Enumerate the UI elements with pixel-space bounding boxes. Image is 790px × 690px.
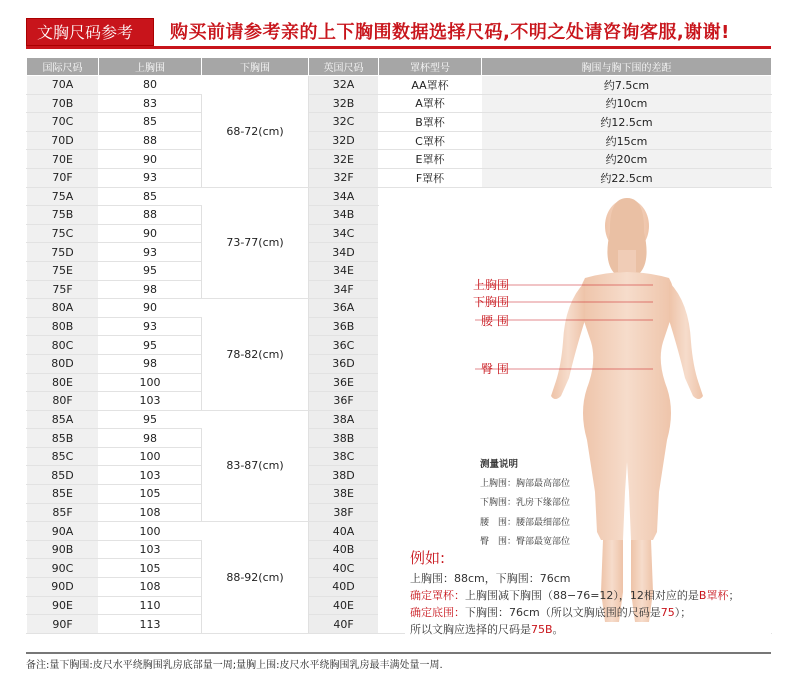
over-bust-cell: 100 bbox=[99, 522, 202, 541]
uk-size-cell: 34E bbox=[309, 261, 379, 280]
explanation-title: 测量说明 bbox=[480, 459, 519, 470]
cup-type-cell: C罩杯 bbox=[379, 131, 482, 150]
over-bust-cell: 98 bbox=[99, 280, 202, 299]
example-title: 例如: bbox=[410, 549, 446, 567]
intl-size-cell: 85E bbox=[27, 485, 99, 504]
over-bust-label: 上胸围 bbox=[473, 278, 510, 292]
intl-size-cell: 75A bbox=[27, 187, 99, 206]
uk-size-cell: 34B bbox=[309, 206, 379, 225]
over-bust-cell: 90 bbox=[99, 150, 202, 169]
under-bust-label: 下胸围 bbox=[473, 295, 510, 309]
uk-size-cell: 36E bbox=[309, 373, 379, 392]
uk-size-cell: 34C bbox=[309, 224, 379, 243]
intl-size-cell: 75C bbox=[27, 224, 99, 243]
uk-size-cell: 34D bbox=[309, 243, 379, 262]
intl-size-cell: 85B bbox=[27, 429, 99, 448]
col-header-under-bust: 下胸围 bbox=[202, 58, 309, 76]
under-bust-cell: 73-77(cm) bbox=[202, 187, 309, 299]
col-header-over-bust: 上胸围 bbox=[99, 58, 202, 76]
over-bust-cell: 93 bbox=[99, 168, 202, 187]
intl-size-cell: 85D bbox=[27, 466, 99, 485]
over-bust-cell: 108 bbox=[99, 578, 202, 597]
uk-size-cell: 32D bbox=[309, 131, 379, 150]
bust-difference-cell: 约20cm bbox=[482, 150, 772, 169]
cup-type-cell: A罩杯 bbox=[379, 94, 482, 113]
over-bust-cell: 103 bbox=[99, 466, 202, 485]
table-row bbox=[27, 168, 772, 187]
final-size-result: 75B bbox=[531, 623, 553, 636]
band-step-end: ）； bbox=[674, 606, 692, 619]
section-title-tab: 文胸尺码参考 bbox=[26, 18, 154, 46]
uk-size-cell: 38F bbox=[309, 503, 379, 522]
uk-size-cell: 38C bbox=[309, 447, 379, 466]
table-header-row bbox=[27, 58, 772, 76]
uk-size-cell: 34A bbox=[309, 187, 379, 206]
intl-size-cell: 90F bbox=[27, 615, 99, 634]
over-bust-cell: 105 bbox=[99, 485, 202, 504]
bust-difference-cell: 约12.5cm bbox=[482, 113, 772, 132]
over-bust-cell: 95 bbox=[99, 336, 202, 355]
table-row bbox=[27, 76, 772, 95]
intl-size-cell: 80A bbox=[27, 299, 99, 318]
band-step-text: 下胸围：76cm（所以文胸底围的尺码是 bbox=[465, 606, 661, 619]
example-section bbox=[410, 550, 775, 638]
example-line-3 bbox=[410, 604, 775, 621]
uk-size-cell: 40A bbox=[309, 522, 379, 541]
waist-label: 腰 围 bbox=[481, 314, 509, 328]
over-bust-cell: 95 bbox=[99, 410, 202, 429]
uk-size-cell: 32E bbox=[309, 150, 379, 169]
over-bust-cell: 103 bbox=[99, 540, 202, 559]
intl-size-cell: 85F bbox=[27, 503, 99, 522]
intl-size-cell: 75E bbox=[27, 261, 99, 280]
col-header-difference: 胸围与胸下围的差距 bbox=[482, 58, 772, 76]
uk-size-cell: 36D bbox=[309, 354, 379, 373]
intl-size-cell: 80E bbox=[27, 373, 99, 392]
under-bust-cell: 88-92(cm) bbox=[202, 522, 309, 634]
intl-size-cell: 90A bbox=[27, 522, 99, 541]
uk-size-cell: 38B bbox=[309, 429, 379, 448]
under-bust-cell: 68-72(cm) bbox=[202, 76, 309, 188]
uk-size-cell: 32B bbox=[309, 94, 379, 113]
page-header bbox=[0, 0, 790, 52]
intl-size-cell: 85A bbox=[27, 410, 99, 429]
intl-size-cell: 75F bbox=[27, 280, 99, 299]
cup-step-text: 上胸围减下胸围（88−76=12），12相对应的是 bbox=[465, 589, 699, 602]
uk-size-cell: 40D bbox=[309, 578, 379, 597]
col-header-cup: 罩杯型号 bbox=[379, 58, 482, 76]
uk-size-cell: 32A bbox=[309, 76, 379, 95]
uk-size-cell: 40B bbox=[309, 540, 379, 559]
uk-size-cell: 36A bbox=[309, 299, 379, 318]
cup-type-cell: F罩杯 bbox=[379, 168, 482, 187]
table-row bbox=[27, 150, 772, 169]
uk-size-cell: 32C bbox=[309, 113, 379, 132]
cup-type-cell: E罩杯 bbox=[379, 150, 482, 169]
over-bust-cell: 85 bbox=[99, 113, 202, 132]
bust-difference-cell: 约7.5cm bbox=[482, 76, 772, 95]
intl-size-cell: 85C bbox=[27, 447, 99, 466]
example-line-1: 上胸围：88cm，下胸围：76cm bbox=[410, 572, 571, 585]
band-step-label: 确定底围： bbox=[410, 606, 465, 619]
cup-type-cell: AA罩杯 bbox=[379, 76, 482, 95]
intl-size-cell: 70D bbox=[27, 131, 99, 150]
measurement-explanation bbox=[480, 455, 570, 553]
header-divider bbox=[26, 46, 771, 49]
over-bust-cell: 88 bbox=[99, 206, 202, 225]
cup-type-cell: B罩杯 bbox=[379, 113, 482, 132]
over-bust-cell: 80 bbox=[99, 76, 202, 95]
over-bust-cell: 93 bbox=[99, 243, 202, 262]
bust-difference-cell: 约10cm bbox=[482, 94, 772, 113]
over-bust-cell: 105 bbox=[99, 559, 202, 578]
uk-size-cell: 38A bbox=[309, 410, 379, 429]
uk-size-cell: 40F bbox=[309, 615, 379, 634]
intl-size-cell: 80B bbox=[27, 317, 99, 336]
intl-size-cell: 80D bbox=[27, 354, 99, 373]
bust-difference-cell: 约15cm bbox=[482, 131, 772, 150]
explanation-line: 腰 围：腰部最细部位 bbox=[480, 517, 571, 528]
uk-size-cell: 38E bbox=[309, 485, 379, 504]
intl-size-cell: 90B bbox=[27, 540, 99, 559]
over-bust-cell: 83 bbox=[99, 94, 202, 113]
intl-size-cell: 70E bbox=[27, 150, 99, 169]
over-bust-cell: 100 bbox=[99, 373, 202, 392]
intl-size-cell: 80F bbox=[27, 392, 99, 411]
table-row bbox=[27, 113, 772, 132]
uk-size-cell: 40C bbox=[309, 559, 379, 578]
intl-size-cell: 70C bbox=[27, 113, 99, 132]
intl-size-cell: 75D bbox=[27, 243, 99, 262]
explanation-line: 臀 围：臀部最宽部位 bbox=[480, 537, 571, 547]
uk-size-cell: 40E bbox=[309, 596, 379, 615]
cup-step-label: 确定罩杯： bbox=[410, 589, 465, 602]
cup-step-end: ； bbox=[728, 589, 740, 602]
hip-label: 臀 围 bbox=[481, 362, 509, 376]
over-bust-cell: 85 bbox=[99, 187, 202, 206]
over-bust-cell: 95 bbox=[99, 261, 202, 280]
uk-size-cell: 32F bbox=[309, 168, 379, 187]
over-bust-cell: 108 bbox=[99, 503, 202, 522]
over-bust-cell: 110 bbox=[99, 596, 202, 615]
final-step-text: 所以文胸应选择的尺码是 bbox=[410, 623, 531, 636]
explanation-line: 下胸围：乳房下缘部位 bbox=[480, 498, 571, 508]
over-bust-cell: 93 bbox=[99, 317, 202, 336]
over-bust-cell: 98 bbox=[99, 429, 202, 448]
final-step-end: 。 bbox=[552, 623, 564, 636]
table-row bbox=[27, 94, 772, 113]
over-bust-cell: 100 bbox=[99, 447, 202, 466]
intl-size-cell: 90C bbox=[27, 559, 99, 578]
col-header-intl-size: 国际尺码 bbox=[27, 58, 99, 76]
uk-size-cell: 36F bbox=[309, 392, 379, 411]
table-row bbox=[27, 131, 772, 150]
explanation-line: 上胸围：胸部最高部位 bbox=[480, 478, 571, 489]
over-bust-cell: 98 bbox=[99, 354, 202, 373]
bust-difference-cell: 约22.5cm bbox=[482, 168, 772, 187]
col-header-uk-size: 英国尺码 bbox=[309, 58, 379, 76]
intl-size-cell: 90D bbox=[27, 578, 99, 597]
purchase-note: 购买前请参考亲的上下胸围数据选择尺码,不明之处请咨询客服,谢谢! bbox=[170, 22, 730, 43]
over-bust-cell: 88 bbox=[99, 131, 202, 150]
uk-size-cell: 38D bbox=[309, 466, 379, 485]
intl-size-cell: 70A bbox=[27, 76, 99, 95]
uk-size-cell: 36B bbox=[309, 317, 379, 336]
over-bust-cell: 103 bbox=[99, 392, 202, 411]
intl-size-cell: 70B bbox=[27, 94, 99, 113]
uk-size-cell: 36C bbox=[309, 336, 379, 355]
over-bust-cell: 90 bbox=[99, 224, 202, 243]
footer-note: 备注:量下胸围:皮尺水平绕胸围乳房底部量一周;量胸上围:皮尺水平绕胸围乳房最丰满处量一周. bbox=[26, 652, 771, 670]
over-bust-cell: 113 bbox=[99, 615, 202, 634]
uk-size-cell: 34F bbox=[309, 280, 379, 299]
example-line-4 bbox=[410, 621, 775, 638]
example-line-2 bbox=[410, 587, 775, 604]
intl-size-cell: 80C bbox=[27, 336, 99, 355]
intl-size-cell: 90E bbox=[27, 596, 99, 615]
intl-size-cell: 75B bbox=[27, 206, 99, 225]
under-bust-cell: 83-87(cm) bbox=[202, 410, 309, 522]
cup-result: B罩杯 bbox=[698, 589, 729, 602]
under-bust-cell: 78-82(cm) bbox=[202, 299, 309, 411]
band-result: 75 bbox=[660, 606, 675, 619]
intl-size-cell: 70F bbox=[27, 168, 99, 187]
over-bust-cell: 90 bbox=[99, 299, 202, 318]
